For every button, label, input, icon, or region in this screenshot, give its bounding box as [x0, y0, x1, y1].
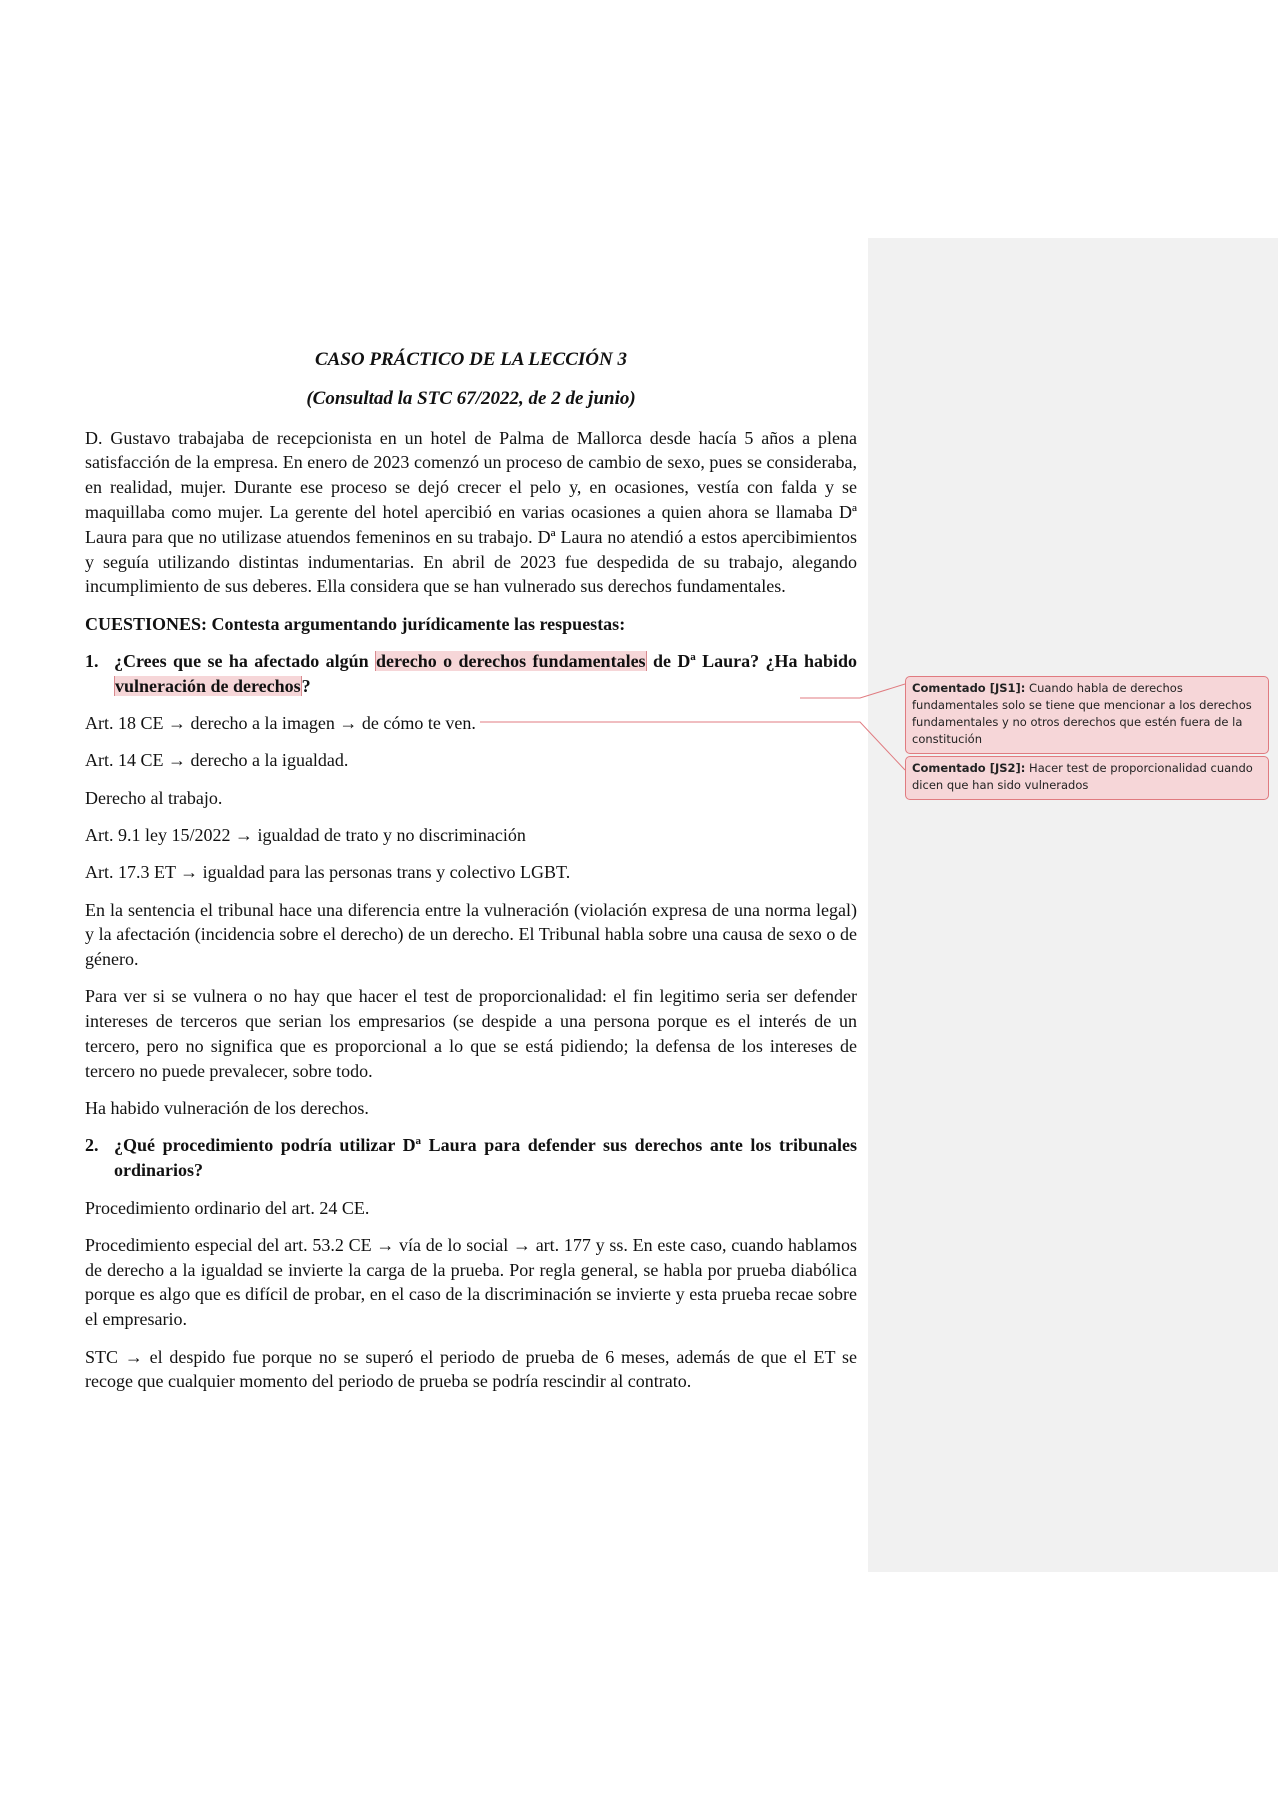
- comment-text: Cuando habla de derechos fundamentales solo se tiene que mencionar a los derechos fundamentales y no otros derechos que estén fuera de la constitución: [912, 681, 1252, 746]
- document-title: CASO PRÁCTICO DE LA LECCIÓN 3: [315, 349, 627, 370]
- answer-paragraph: Para ver si se vulnera o no hay que hacer el test de proporcionalidad: el fin legitimo seria ser defender intereses de terceros que serian los empresarios (se despide a una persona porque es el interés de un tercero, pero no significa que es proporcional a lo que se está pidiendo; la defensa de los intereses de tercero no puede prevalecer, sobre todo.: [85, 986, 857, 1081]
- case-statement: D. Gustavo trabajaba de recepcionista en un hotel de Palma de Mallorca desde hacía 5 años a plena satisfacción de la empresa. En enero de 2023 comenzó un proceso de cambio de sexo, pues se consideraba, en realidad, mujer. Durante ese proceso se dejó crecer el pelo y, en ocasiones, vestía con falda y se maquillaba como mujer. La gerente del hotel apercibió en varias ocasiones a quien ahora se llamaba Dª Laura para que no utilizase atuendos femeninos en su trabajo. Dª Laura no atendió a estos apercibimientos y seguía utilizando distintas indumentarias. En abril de 2023 fue despedida de su trabajo, alegando incumplimiento de sus deberes. Ella considera que se han vulnerado sus derechos fundamentales.: [85, 427, 857, 597]
- question-2: [85, 1133, 857, 1183]
- comment-author-label: Comentado [JS2]:: [912, 761, 1026, 775]
- comment-js1[interactable]: [905, 676, 1269, 754]
- answer-paragraph: Ha habido vulneración de los derechos.: [85, 1098, 369, 1119]
- question-text: ?: [301, 675, 311, 696]
- question-text: ¿Qué procedimiento podría utilizar Dª Laura para defender sus derechos ante los tribunales ordinarios?: [114, 1135, 857, 1181]
- question-text: ¿Crees que se ha afectado algún: [114, 650, 376, 671]
- answer-paragraph: Procedimiento especial del art. 53.2 CE → vía de lo social → art. 177 y ss. En este caso, cuando hablamos de derecho a la igualdad se invierte la carga de la prueba. Por regla general, se habla por prueba diabólica porque es algo que es difícil de probar, en el caso de la discriminación se invierte y esta prueba recae sobre el empresario.: [85, 1234, 857, 1330]
- comment-highlight-js2[interactable]: vulneración de derechos: [115, 675, 301, 696]
- comment-author-label: Comentado [JS1]:: [912, 681, 1026, 695]
- answer-paragraph: Art. 14 CE → derecho a la igualdad.: [85, 750, 349, 771]
- question-1: [85, 649, 857, 699]
- question-number: 1.: [85, 650, 99, 671]
- answer-paragraph: Procedimiento ordinario del art. 24 CE.: [85, 1197, 370, 1218]
- questions-heading: CUESTIONES: Contesta argumentando jurídicamente las respuestas:: [85, 613, 626, 634]
- question-text: de Dª Laura? ¿Ha habido: [646, 650, 857, 671]
- answer-paragraph: STC → el despido fue porque no se superó el periodo de prueba de 6 meses, además de que el ET se recoge que cualquier momento del periodo de prueba se podría rescindir al contrato.: [85, 1346, 857, 1392]
- document-subtitle: (Consultad la STC 67/2022, de 2 de junio): [306, 387, 636, 409]
- answer-paragraph: Art. 17.3 ET → igualdad para las personas trans y colectivo LGBT.: [85, 862, 571, 883]
- answer-paragraph: Art. 9.1 ley 15/2022 → igualdad de trato y no discriminación: [85, 824, 526, 845]
- answer-paragraph: Derecho al trabajo.: [85, 787, 223, 808]
- comment-text: Hacer test de proporcionalidad cuando dicen que han sido vulnerados: [912, 761, 1253, 792]
- document-body: [85, 348, 857, 1407]
- answer-paragraph: Art. 18 CE → derecho a la imagen → de cómo te ven.: [85, 713, 476, 734]
- comment-js2[interactable]: [905, 756, 1269, 800]
- comment-highlight-js1[interactable]: derecho o derechos fundamentales: [376, 650, 646, 671]
- answer-paragraph: En la sentencia el tribunal hace una diferencia entre la vulneración (violación expresa de una norma legal) y la afectación (incidencia sobre el derecho) de un derecho. El Tribunal habla sobre una causa de sexo o de género.: [85, 899, 857, 970]
- question-number: 2.: [85, 1135, 99, 1156]
- comments-pane: [868, 238, 1278, 1572]
